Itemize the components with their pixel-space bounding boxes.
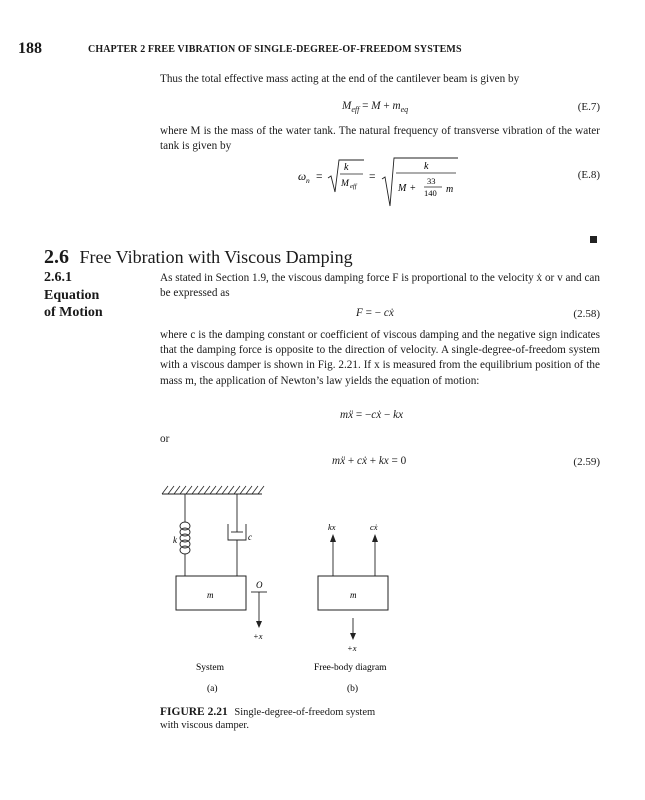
running-header: CHAPTER 2 FREE VIBRATION OF SINGLE-DEGREE-OF-FREEDOM SYSTEMS bbox=[88, 44, 462, 55]
spring bbox=[180, 494, 190, 576]
equation-of-motion: mẍ = −cẋ − kx bbox=[340, 409, 404, 421]
fbd-sublabel: (b) bbox=[347, 684, 359, 694]
damper bbox=[228, 494, 246, 576]
svg-text:ω: ω bbox=[298, 171, 307, 183]
cx-force-label: cẋ bbox=[370, 522, 378, 532]
subsection-heading bbox=[44, 269, 103, 322]
svg-text:140: 140 bbox=[424, 188, 437, 198]
origin-label: O bbox=[256, 580, 263, 590]
figure-2-21 bbox=[150, 480, 450, 700]
mass-label-fbd: m bbox=[350, 590, 357, 600]
paragraph-damping-force: As stated in Section 1.9, the viscous damping force F is proportional to the velocity ẋ or v and can be expressed as bbox=[160, 272, 600, 300]
equation-2-58: F = − cẋ bbox=[356, 307, 394, 319]
svg-text:=: = bbox=[316, 171, 323, 183]
svg-text:+: + bbox=[410, 183, 416, 194]
equation-e8 bbox=[296, 154, 466, 210]
svg-text:M: M bbox=[341, 179, 349, 189]
end-of-example-mark bbox=[590, 236, 597, 243]
intro-text: Thus the total effective mass acting at the end of the cantilever beam is given by bbox=[160, 73, 520, 85]
kx-force-label: kx bbox=[328, 522, 336, 532]
damper-label: c bbox=[248, 532, 252, 542]
svg-text:m: m bbox=[446, 184, 454, 195]
cx-force-arrow bbox=[372, 534, 378, 542]
spring-label: k bbox=[173, 535, 177, 545]
or-text: or bbox=[160, 433, 170, 445]
equation-number-2-59: (2.59) bbox=[573, 456, 600, 468]
paragraph-water-tank: where M is the mass of the water tank. The natural frequency of transverse vibration of the water tank is given by bbox=[160, 125, 600, 153]
equation-number-e7: (E.7) bbox=[577, 101, 600, 113]
equation-number-2-58: (2.58) bbox=[573, 308, 600, 320]
subsection-title-line2: of Motion bbox=[44, 305, 103, 320]
equation-number-e8: (E.8) bbox=[577, 169, 600, 181]
system-label: System bbox=[196, 663, 224, 673]
fbd-plus-x-arrow bbox=[350, 633, 356, 640]
section-number: 2.6 bbox=[44, 246, 69, 268]
svg-text:33: 33 bbox=[427, 176, 436, 186]
svg-text:n: n bbox=[306, 176, 310, 185]
equation-2-59: mẍ + cẋ + kx = 0 bbox=[332, 455, 407, 467]
plus-x-label-system: +x bbox=[253, 631, 263, 641]
figure-caption-label: FIGURE 2.21 bbox=[160, 706, 228, 718]
subsection-number: 2.6.1 bbox=[44, 270, 72, 285]
fbd-label: Free-body diagram bbox=[314, 663, 387, 673]
subsection-title-line1: Equation bbox=[44, 287, 100, 303]
section-title: Free Vibration with Viscous Damping bbox=[79, 247, 353, 267]
paragraph-damping-constant: where c is the damping constant or coefficient of viscous damping and the negative sign indicates that the damping force is opposite to the direction of velocity. A single-degree-of-freedom system with a viscous damper is shown in Fig. 2.21. If x is measured from the equilibrium position of the mass m, the application of Newton’s law yields the equation of motion: bbox=[160, 329, 600, 387]
kx-force-arrow bbox=[330, 534, 336, 542]
plus-x-arrow bbox=[256, 621, 262, 628]
plus-x-label-fbd: +x bbox=[347, 643, 357, 653]
section-heading bbox=[44, 246, 353, 269]
svg-text:M: M bbox=[398, 183, 407, 194]
figure-caption-text-1: Single-degree-of-freedom system bbox=[234, 707, 376, 718]
svg-text:=: = bbox=[369, 171, 376, 183]
svg-text:eff: eff bbox=[350, 183, 357, 190]
page-number: 188 bbox=[18, 40, 42, 57]
svg-text:k: k bbox=[424, 161, 429, 172]
figure-caption bbox=[160, 706, 375, 732]
svg-text:k: k bbox=[344, 162, 349, 173]
equation-e7: $M_{eff} = M + m_{eq}$ bbox=[342, 100, 409, 115]
system-sublabel: (a) bbox=[207, 684, 218, 694]
figure-caption-text-2: with viscous damper. bbox=[160, 720, 249, 731]
mass-label-system: m bbox=[207, 590, 214, 600]
